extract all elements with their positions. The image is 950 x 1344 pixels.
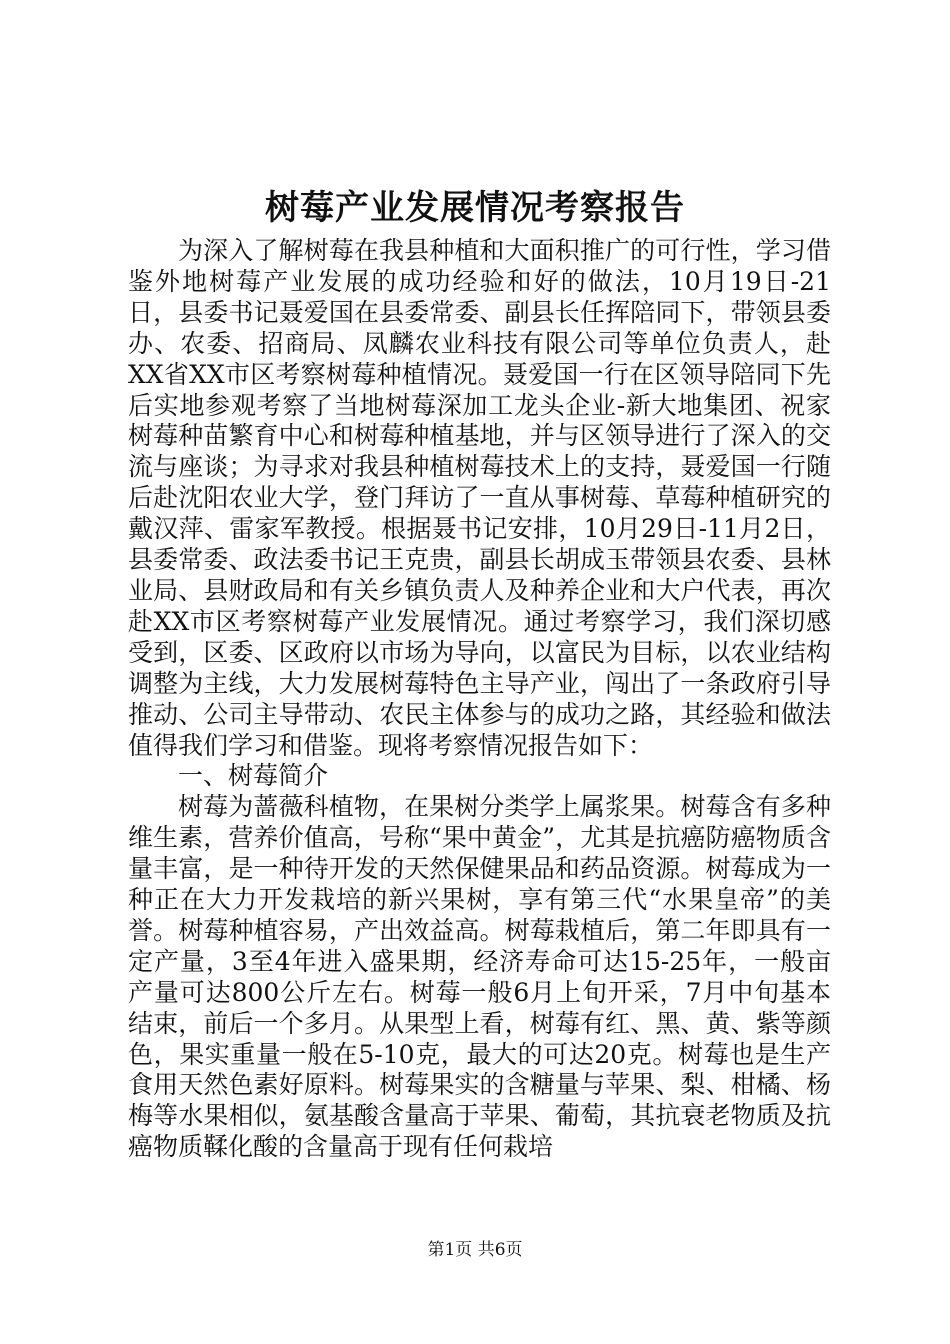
document-title: 树莓产业发展情况考察报告 (265, 188, 685, 228)
section-heading: 一、树莓简介 (178, 761, 329, 791)
document-body (128, 236, 831, 1163)
page-number-footer: 第1页 共6页 (427, 1240, 523, 1260)
paragraph-intro: 为深入了解树莓在我县种植和大面积推广的可行性，学习借鉴外地树莓产业发展的成功经验和好的做法，10月19日-21日，县委书记聂爱国在县委常委、副县长任挥陪同下，带领县委办、农委、招商局、凤麟农业科技有限公司等单位负责人，赴XX省XX市区考察树莓种植情况。聂爱国一行在区领导陪同下先后实地参观考察了当地树莓深加工龙头企业-新大地集团、祝家树莓种苗繁育中心和树莓种植基地，并与区领导进行了深入的交流与座谈；为寻求对我县种植树莓技术上的支持，聂爱国一行随后赴沈阳农业大学，登门拜访了一直从事树莓、草莓种植研究的戴汉萍、雷家军教授。根据聂书记安排，10月29日-11月2日，县委常委、政法委书记王克贵，副县长胡成玉带领县农委、县林业局、县财政局和有关乡镇负责人及种养企业和大户代表，再次赴XX市区考察树莓产业发展情况。通过考察学习，我们深切感受到，区委、区政府以市场为导向，以富民为目标，以农业结构调整为主线，大力发展树莓特色主导产业，闯出了一条政府引导推动、公司主导带动、农民主体参与的成功之路，其经验和做法值得我们学习和借鉴。现将考察情况报告如下： (128, 236, 831, 760)
paragraph-introduction: 树莓为蔷薇科植物，在果树分类学上属浆果。树莓含有多种维生素，营养价值高，号称“果中黄金”，尤其是抗癌防癌物质含量丰富，是一种待开发的天然保健果品和药品资源。树莓成为一种正在大力开发栽培的新兴果树，享有第三代“水果皇帝”的美誉。树莓种植容易，产出效益高。树莓栽植后，第二年即具有一定产量，3至4年进入盛果期，经济寿命可达15-25年，一般亩产量可达800公斤左右。树莓一般6月上旬开采，7月中旬基本结束，前后一个多月。从果型上看，树莓有红、黑、黄、紫等颜色，果实重量一般在5-10克，最大的可达20克。树莓也是生产食用天然色素好原料。树莓果实的含糖量与苹果、梨、柑橘、杨梅等水果相似，氨基酸含量高于苹果、葡萄，其抗衰老物质及抗癌物质鞣化酸的含量高于现有任何栽培 (128, 792, 831, 1162)
